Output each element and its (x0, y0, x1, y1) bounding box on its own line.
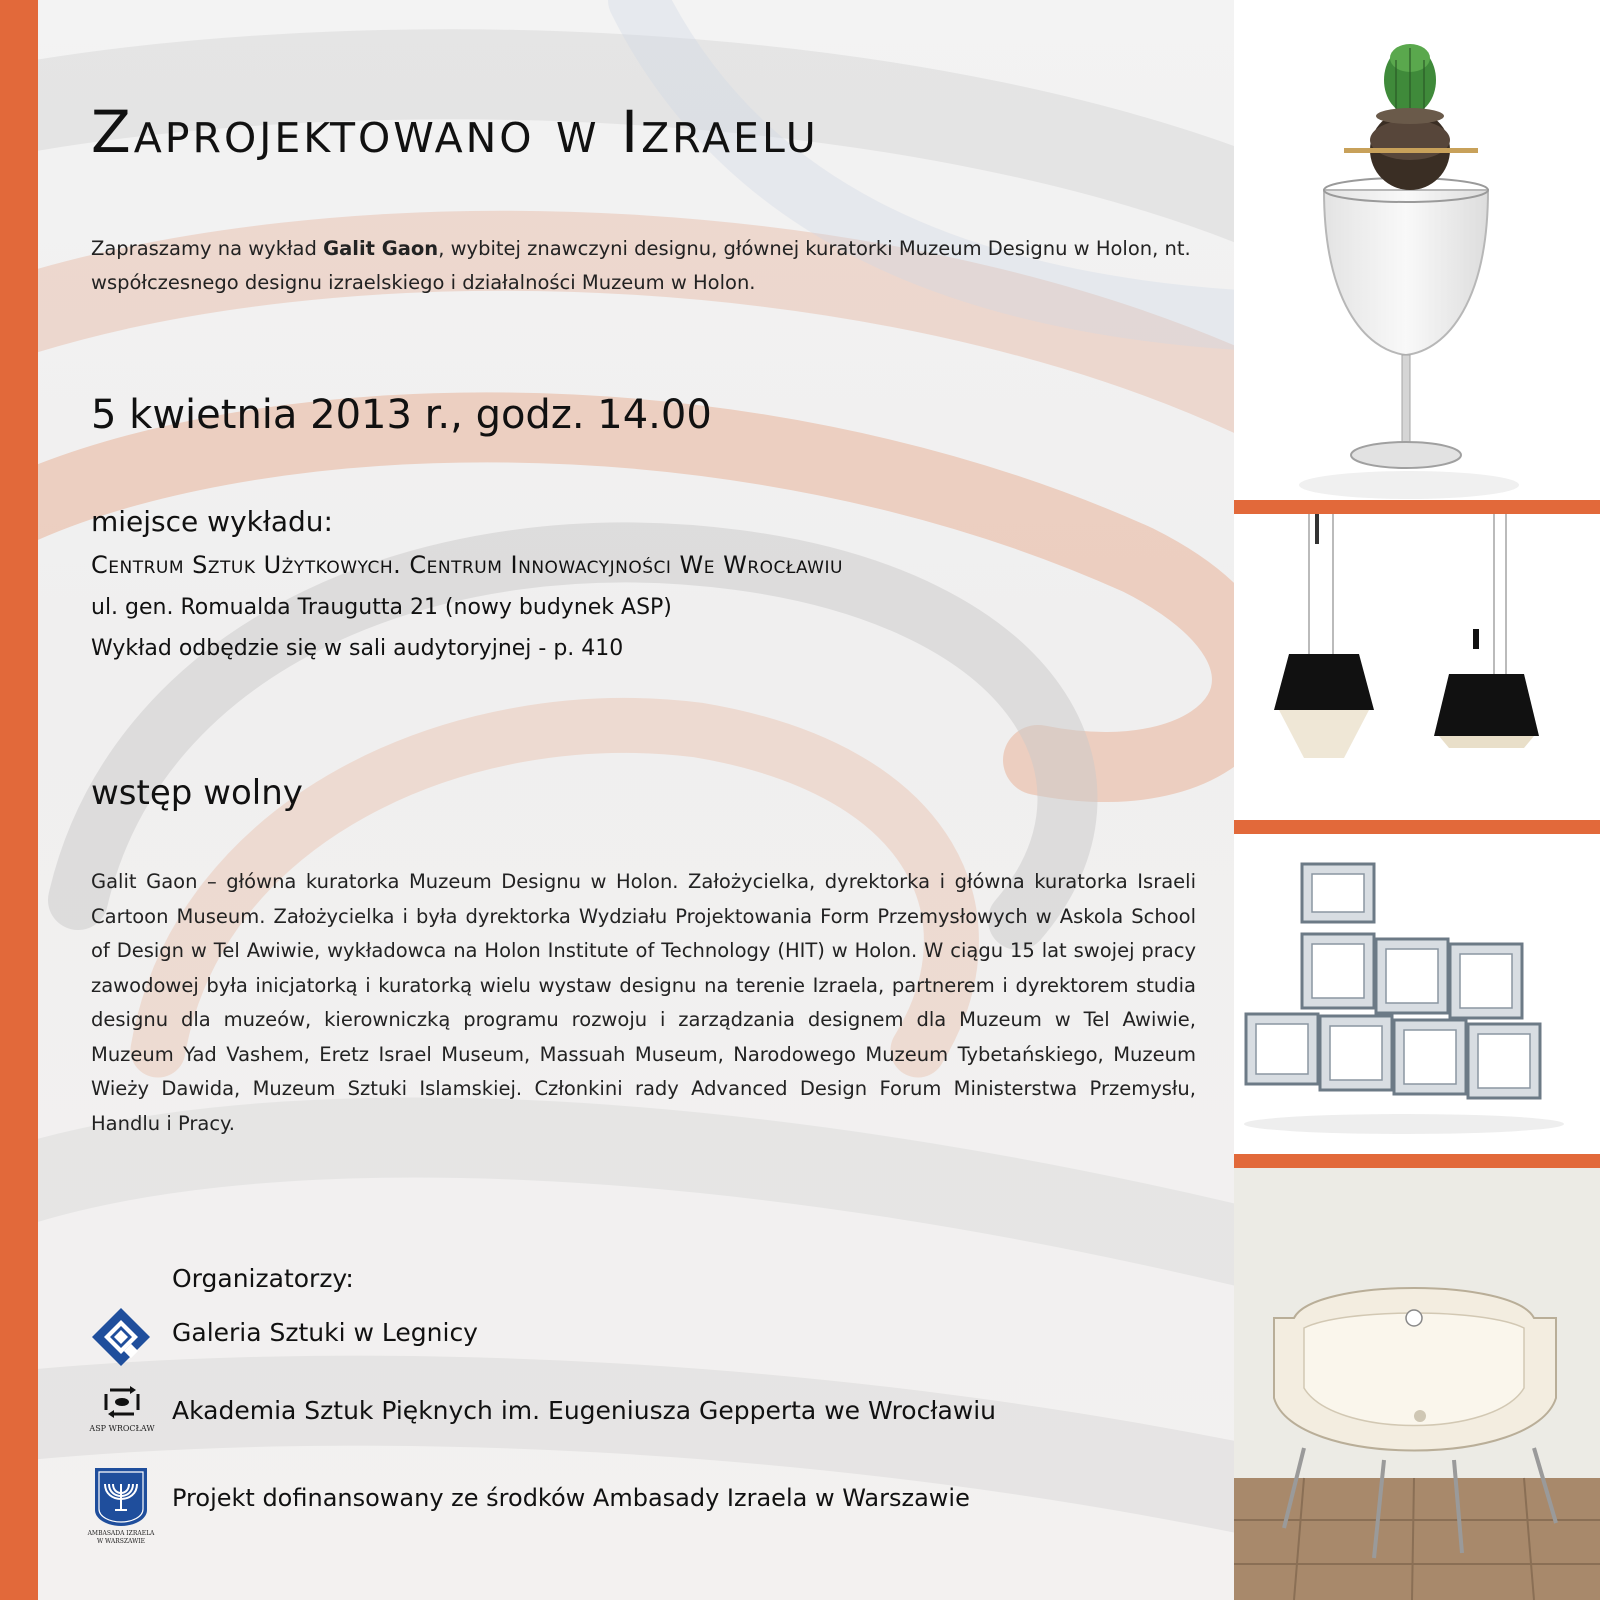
intro-paragraph (91, 232, 1191, 300)
speaker-name: Galit Gaon (323, 237, 439, 260)
asp-logo-caption: ASP WROCŁAW (89, 1424, 155, 1433)
cactus-wine-glass-photo (1234, 0, 1600, 500)
organizers-label: Organizatorzy: (172, 1264, 354, 1293)
emblem-caption: AMBASADA IZRAELA W WARSZAWIE (87, 1530, 155, 1545)
poster-content (38, 0, 1234, 1600)
left-accent-bar (0, 0, 38, 1600)
intro-text-after: , wybitej znawczyni designu, głównej kuratorki Muzeum Designu w Holon, nt. współczesnego designu izraelskiego i działalności Muzeum w Holon. (91, 237, 1191, 294)
poster-title: Zaprojektowano w Izraelu (91, 98, 819, 166)
photo-column (1234, 0, 1600, 1600)
place-label: miejsce wykładu: (91, 505, 333, 538)
photo-separator (1234, 500, 1600, 514)
speaker-bio: Galit Gaon – główna kuratorka Muzeum Designu w Holon. Założycielka, dyrektorka i główna kuratorka Israeli Cartoon Museum. Założycielka i była dyrektorka Wydziału Projektowania Form Przemysłowych w Askola School of Design w Tel Awiwie, wykładowca na Holon Institute of Technology (HIT) w Holon. W ciągu 15 lat swojej pracy zawodowej była inicjatorką i kuratorką wielu wystaw designu na terenie Izraela, partnerem i dyrektorem studia designu dla muzeów, kierowniczką programu rozwoju i zarządzania designem dla Muzeum w Tel Awiwie, Muzeum Yad Vashem, Eretz Israel Museum, Massuah Museum, Narodowego Muzeum Tybetańskiego, Muzeum Wieży Dawida, Muzeum Sztuki Islamskiej. Członkini rady Advanced Design Forum Ministerstwa Przemysłu, Handlu i Pracy. (91, 870, 1196, 1135)
venue-room: Wykład odbędzie się w sali audytoryjnej - p. 410 (91, 636, 624, 661)
pendant-lamps-photo (1234, 514, 1600, 820)
intro-text-before: Zapraszamy na wykład (91, 237, 324, 260)
organizer-asp: Akademia Sztuk Pięknych im. Eugeniusza Gepperta we Wrocławiu (172, 1396, 996, 1425)
funding-note: Projekt dofinansowany ze środków Ambasady Izraela w Warszawie (172, 1484, 970, 1512)
israel-emblem-icon (93, 1466, 149, 1532)
bathtub-chair-photo (1234, 1168, 1600, 1600)
venue-name: Centrum Sztuk Użytkowych. Centrum Innowacyjności We Wrocławiu (91, 551, 843, 579)
photo-separator (1234, 1154, 1600, 1168)
admission-note: wstęp wolny (91, 773, 303, 813)
photo-separator (1234, 820, 1600, 834)
modular-shelf-photo (1234, 834, 1600, 1154)
galeria-logo-icon (90, 1306, 152, 1372)
asp-logo-icon (102, 1384, 142, 1424)
event-date: 5 kwietnia 2013 r., godz. 14.00 (91, 392, 712, 438)
venue-address: ul. gen. Romualda Traugutta 21 (nowy budynek ASP) (91, 595, 672, 620)
organizer-galeria: Galeria Sztuki w Legnicy (172, 1318, 478, 1347)
